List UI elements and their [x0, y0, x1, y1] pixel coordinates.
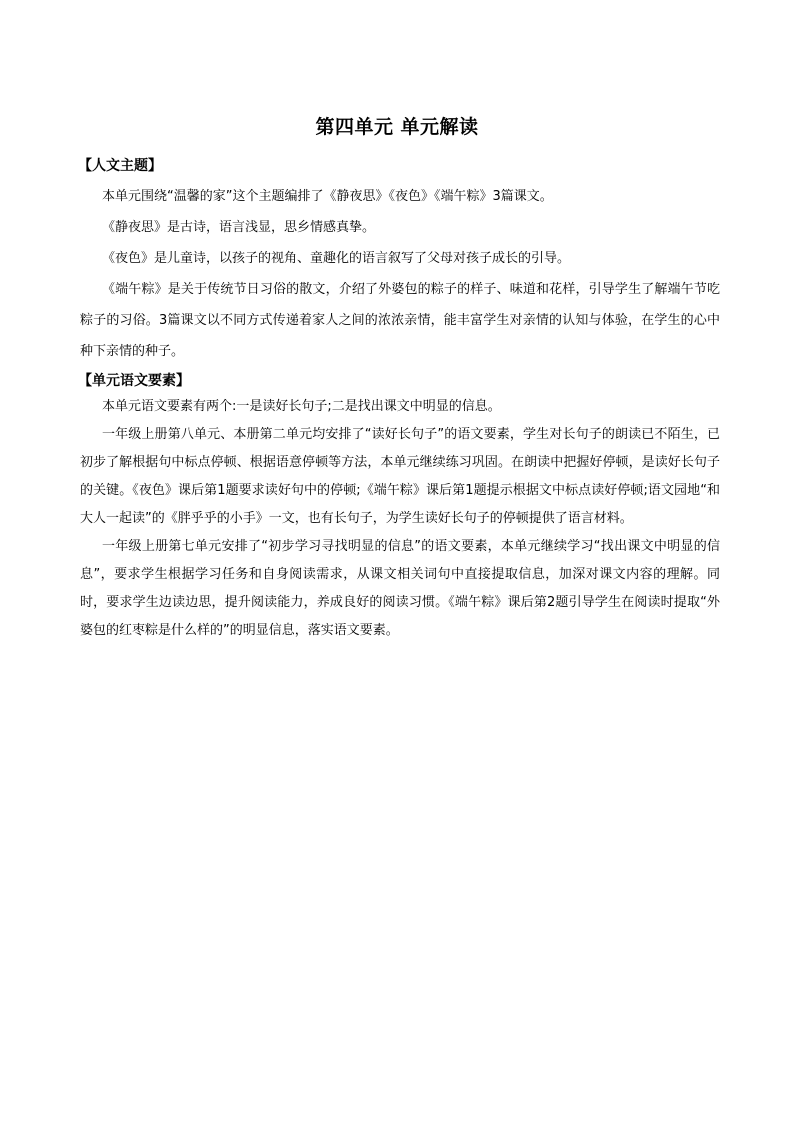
section-language-elements: [80, 369, 720, 645]
paragraph: 本单元语文要素有两个:一是读好长句子;二是找出课文中明显的信息。: [102, 399, 501, 414]
paragraph: 本单元围绕“温馨的家”这个主题编排了《静夜思》《夜色》《端午粽》3篇课文。: [102, 189, 553, 204]
paragraph: 《夜色》是儿童诗，以孩子的视角、童趣化的语言叙写了父母对孩子成长的引导。: [102, 251, 571, 266]
page-title: 第四单元 单元解读: [315, 116, 479, 138]
section-humanities-theme: [80, 154, 720, 367]
paragraph: 《端午粽》是关于传统节日习俗的散文，介绍了外婆包的粽子的样子、味道和花样，引导学生了解端午节吃粽子的习俗。3篇课文以不同方式传递着家人之间的浓浓亲情，能丰富学生对亲情的认知与体验，在学生的心中种下亲情的种子。: [80, 282, 720, 359]
section-heading: 【单元语文要素】: [78, 373, 190, 389]
paragraph: 一年级上册第八单元、本册第二单元均安排了“读好长句子”的语文要素，学生对长句子的朗读已不陌生，已初步了解根据句中标点停顿、根据语意停顿等方法，本单元继续练习巩固。在朗读中把握好停顿，是读好长句子的关键。《夜色》课后第1题要求读好句中的停顿;《端午粽》课后第1题提示根据文中标点读好停顿;语文园地“和大人一起读”的《胖乎乎的小手》一文，也有长句子，为学生读好长句子的停顿提供了语言材料。: [80, 427, 720, 526]
paragraph: 一年级上册第七单元安排了“初步学习寻找明显的信息”的语文要素，本单元继续学习“找出课文中明显的信息”，要求学生根据学习任务和自身阅读需求，从课文相关词句中直接提取信息，加深对课文内容的理解。同时，要求学生边读边思，提升阅读能力，养成良好的阅读习惯。《端午粽》课后第2题引导学生在阅读时提取“外婆包的红枣粽是什么样的”的明显信息，落实语文要素。: [80, 539, 720, 638]
paragraph: 《静夜思》是古诗，语言浅显，思乡情感真挚。: [102, 220, 376, 235]
section-heading: 【人文主题】: [78, 158, 162, 174]
document-body: [80, 154, 720, 645]
